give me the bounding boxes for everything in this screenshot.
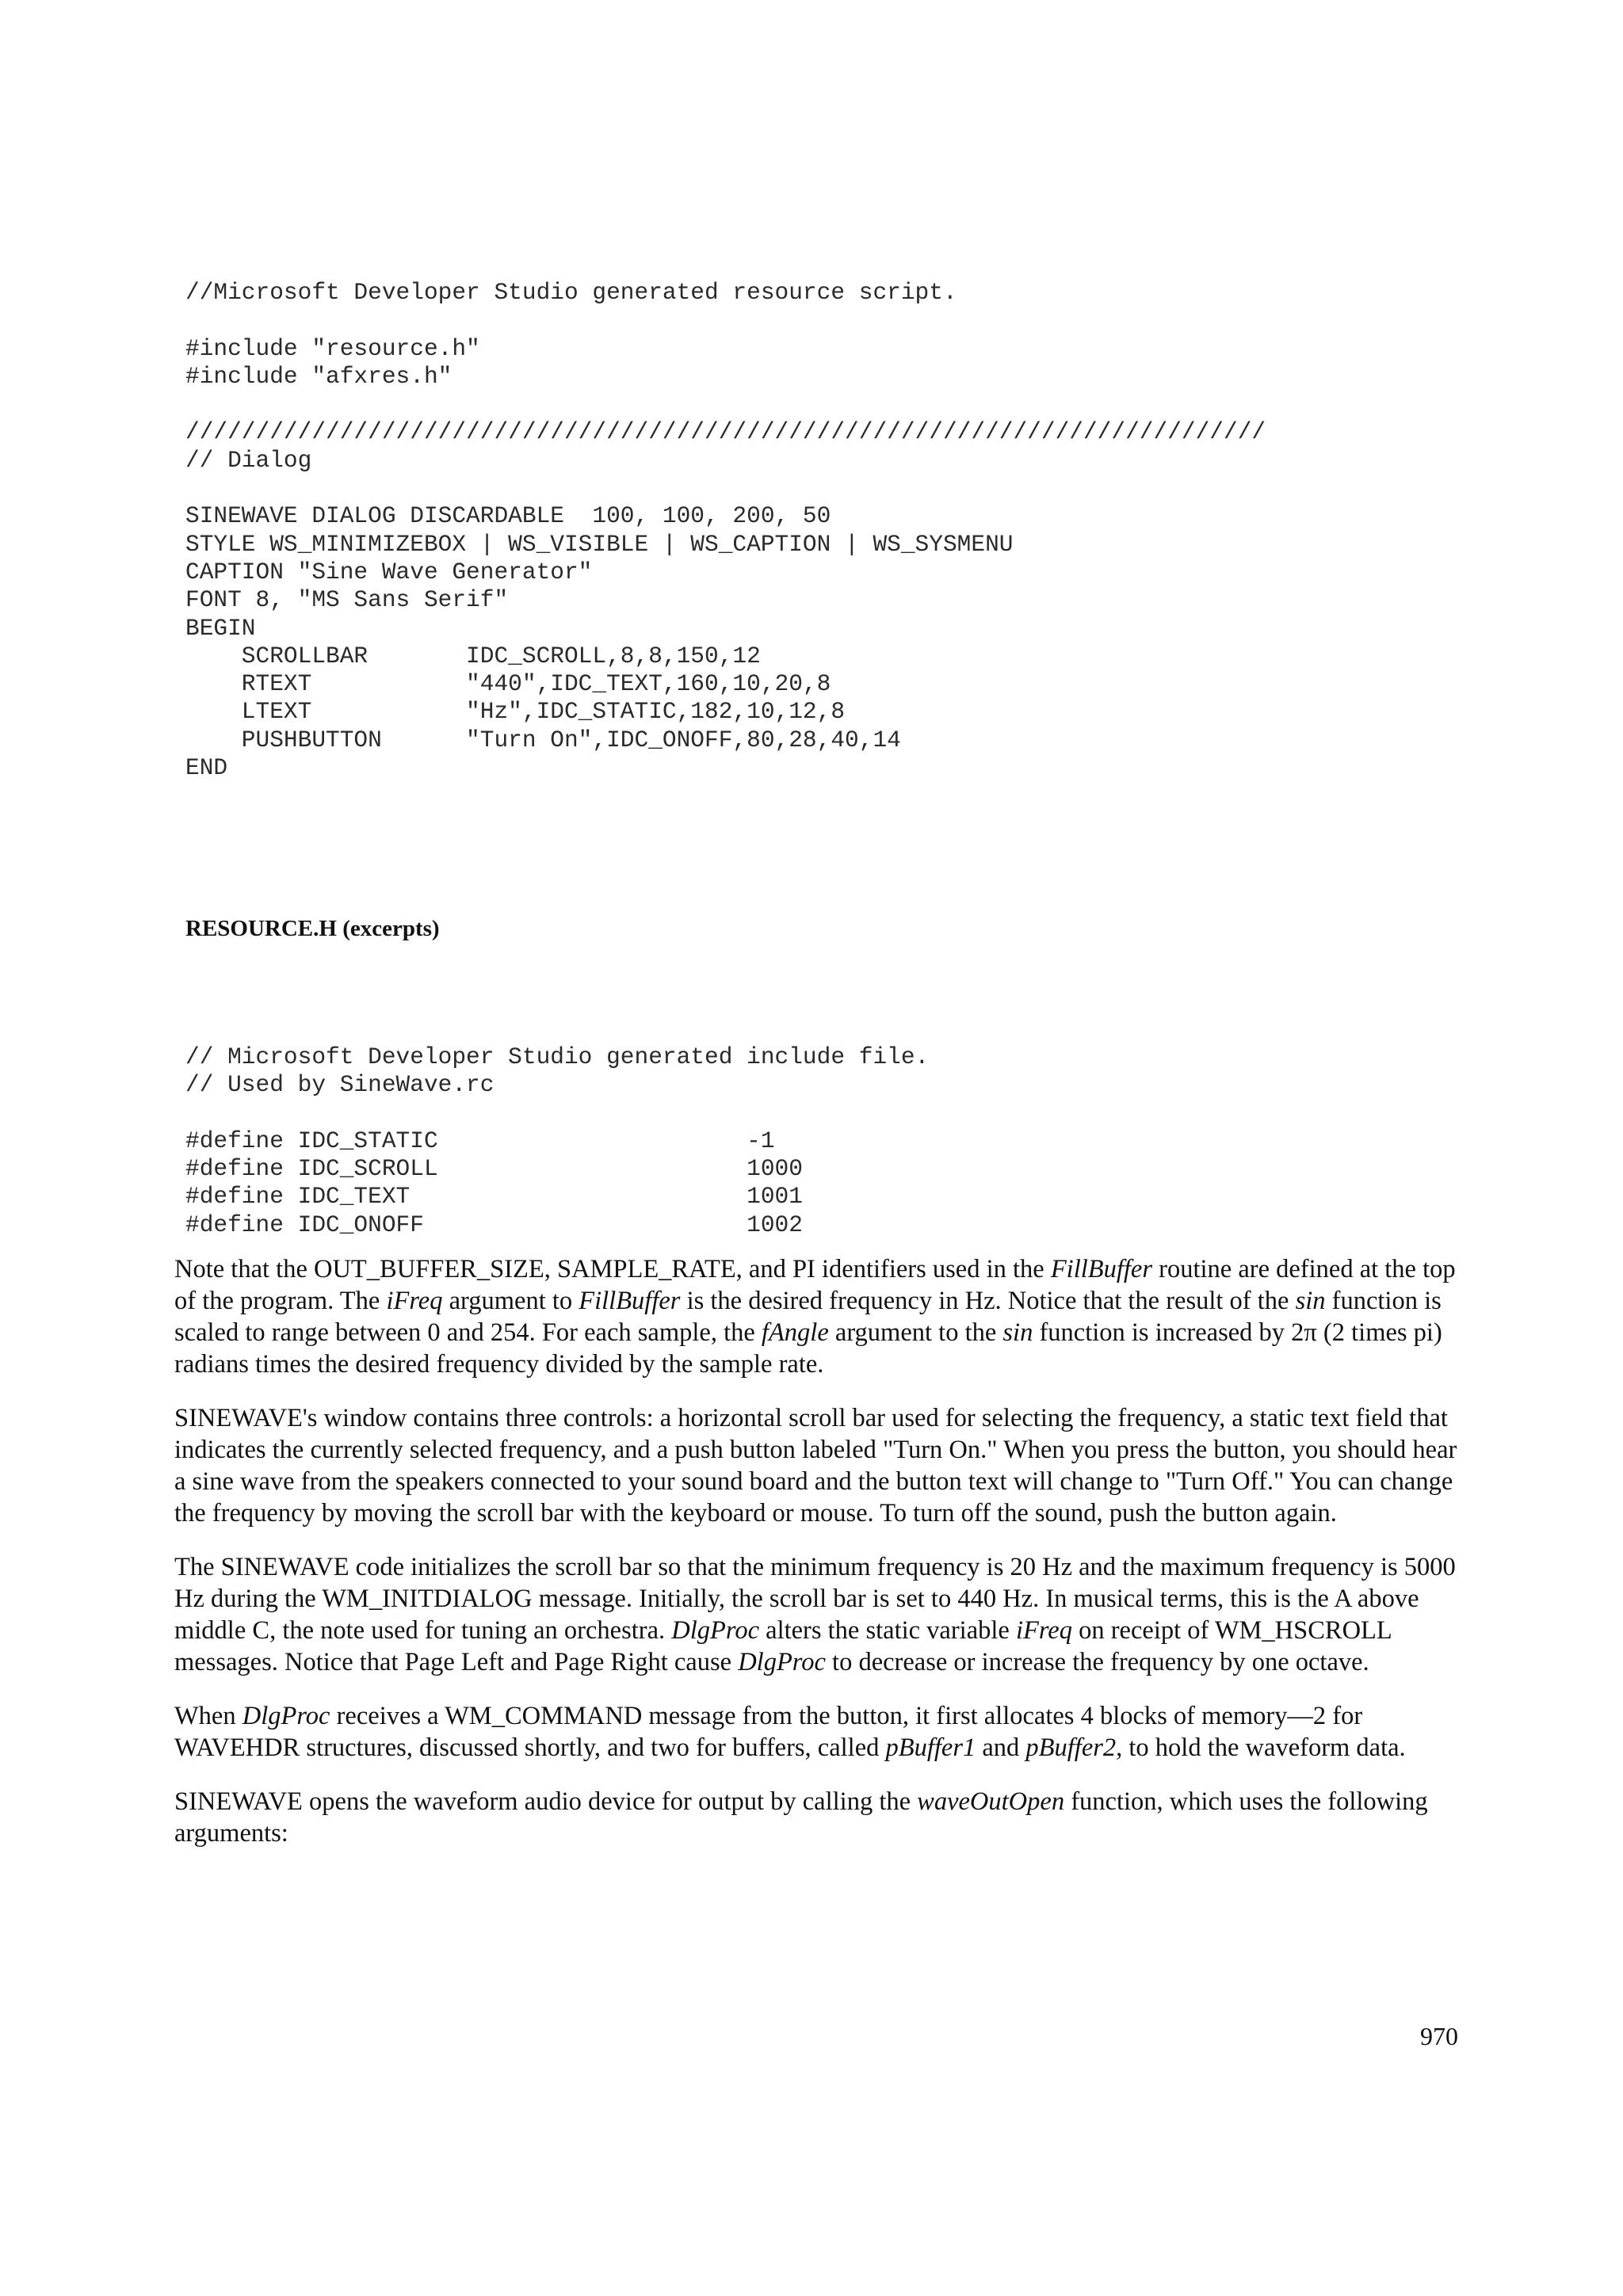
blank-line <box>185 307 1266 334</box>
code-line: #define IDC_TEXT 1001 <box>185 1183 803 1211</box>
code-line: // Used by SineWave.rc <box>185 1071 495 1099</box>
paragraph: The SINEWAVE code initializes the scroll bar so that the minimum frequency is 20 Hz and the maximum frequency is 5000 Hz during the WM_INITDIALOG message. Initially, the scroll bar is set to 440 Hz. In musical terms, this is the A above middle C, the note used for tuning an orchestra. DlgProc alters the static variable iFreq on receipt of WM_HSCROLL messages. Notice that Page Left and Page Right cause DlgProc to decrease or increase the frequency by one octave. <box>174 1553 1456 1676</box>
code-line: //Microsoft Developer Studio generated resource script. <box>185 279 957 306</box>
paragraph: SINEWAVE's window contains three controls: a horizontal scroll bar used for selecting the frequency, a static text field that indicates the currently selected frequency, and a push button labeled "Turn On." When you press the button, you should hear a sine wave from the speakers connected to your sound board and the button text will change to "Turn Off." You can change the frequency by moving the scroll bar with the keyboard or mouse. To turn off the sound, push the button again. <box>174 1404 1457 1527</box>
code-line: LTEXT "Hz",IDC_STATIC,182,10,12,8 <box>185 698 846 726</box>
paragraph: When DlgProc receives a WM_COMMAND message from the button, it first allocates 4 blocks of memory—2 for WAVEHDR structures, discussed shortly, and two for buffers, called pBuffer1 and pBuffer2, to hold the waveform data. <box>174 1702 1406 1762</box>
code-line: #include "afxres.h" <box>185 362 453 390</box>
code-line: CAPTION "Sine Wave Generator" <box>185 558 593 585</box>
code-line: RTEXT "440",IDC_TEXT,160,10,20,8 <box>185 670 831 698</box>
code-line: #include "resource.h" <box>185 334 480 362</box>
page-number: 970 <box>1420 2022 1458 2050</box>
code-line: #define IDC_ONOFF 1002 <box>185 1211 803 1238</box>
code-line: #define IDC_SCROLL 1000 <box>185 1155 803 1183</box>
code-line: // Microsoft Developer Studio generated include file. <box>185 1043 930 1070</box>
code-line: #define IDC_STATIC -1 <box>185 1127 775 1154</box>
code-line: PUSHBUTTON "Turn On",IDC_ONOFF,80,28,40,14 <box>185 726 901 753</box>
blank-line <box>185 391 1266 418</box>
code-line: // Dialog <box>185 446 312 474</box>
code-line: SINEWAVE DIALOG DISCARDABLE 100, 100, 200, 50 <box>185 502 831 530</box>
rc-code-listing <box>185 279 1266 782</box>
blank-line <box>185 475 1266 502</box>
header-code-listing <box>185 1043 929 1239</box>
code-line: SCROLLBAR IDC_SCROLL,8,8,150,12 <box>185 642 761 669</box>
code-line: BEGIN <box>185 614 256 642</box>
paragraph: Note that the OUT_BUFFER_SIZE, SAMPLE_RATE, and PI identifiers used in the FillBuffer routine are defined at the top of the program. The iFreq argument to FillBuffer is the desired frequency in Hz. Notice that the result of the sin function is scaled to range between 0 and 254. For each sample, the fAngle argument to the sin function is increased by 2π (2 times pi) radians times the desired frequency divided by the sample rate. <box>174 1255 1456 1379</box>
section-heading: RESOURCE.H (excerpts) <box>185 916 440 941</box>
code-line: END <box>185 754 228 782</box>
code-line: ///////////////////////////////////////////////////////////////////////////// <box>185 418 1266 446</box>
body-text <box>174 1253 1458 1871</box>
code-line: STYLE WS_MINIMIZEBOX | WS_VISIBLE | WS_CAPTION | WS_SYSMENU <box>185 530 1014 558</box>
blank-line <box>185 1100 929 1127</box>
code-line: FONT 8, "MS Sans Serif" <box>185 586 509 614</box>
paragraph: SINEWAVE opens the waveform audio device for output by calling the waveOutOpen function, which uses the following arguments: <box>174 1787 1428 1848</box>
